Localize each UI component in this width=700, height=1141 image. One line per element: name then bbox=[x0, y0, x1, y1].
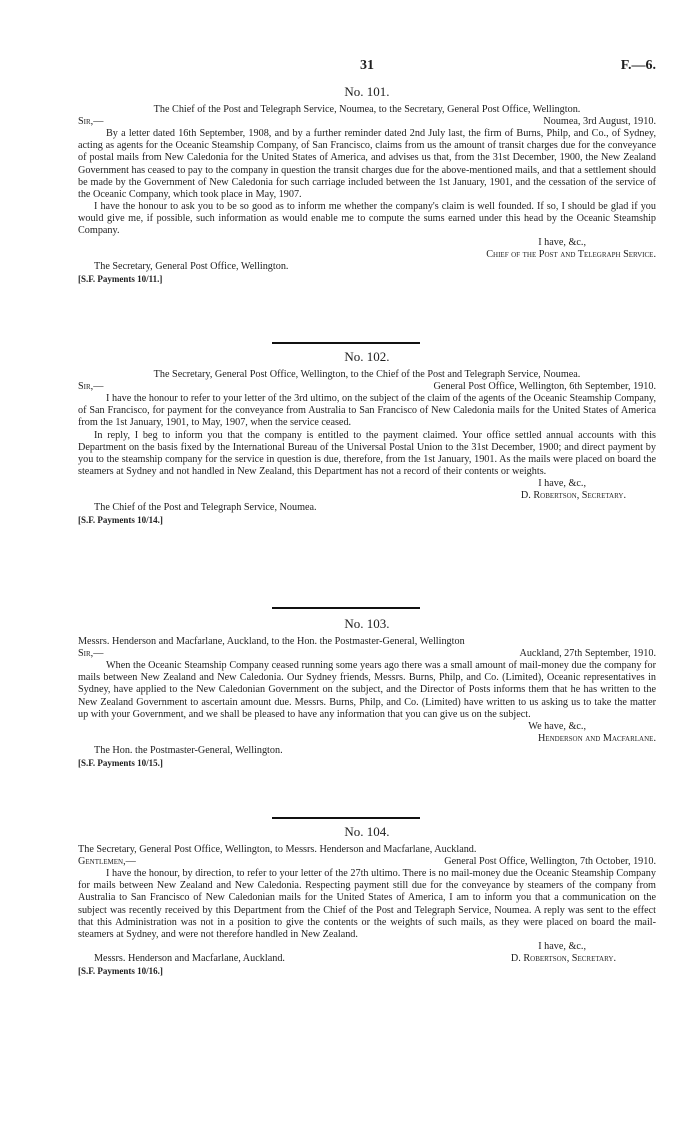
place-date: General Post Office, Wellington, 7th October, 1910. bbox=[444, 856, 656, 868]
paragraph: I have the honour, by direction, to refer to your letter of the 27th ultimo. There is no mail-money due the Oceanic Steamship Company for mails between New Zealand and New Caledonia. Respecting payment still due for the conveyance by steamers of the company from Australia to San Francisco of New Caledonian mails for the United States of America, I am to inform you that a communication on the subject was recently received by this Department from the Chief of the Post and Telegraph Service, Noumea. A reply was sent to the effect that this Administration was not in a position to give the contents or the weights of such mails, as they were placed on board the mail-steamers at Sydney, and were not therefore handled in New Zealand. bbox=[78, 868, 656, 940]
letter-104 bbox=[78, 826, 656, 977]
signature: D. Robertson, Secretary. bbox=[510, 952, 616, 964]
letter-number: No. 101. bbox=[344, 84, 390, 99]
section-divider bbox=[272, 817, 420, 819]
letter-heading: The Secretary, General Post Office, Wellington, to the Chief of the Post and Telegraph Service, Noumea. bbox=[153, 369, 581, 381]
letter-102 bbox=[78, 351, 656, 526]
paragraph: When the Oceanic Steamship Company ceased running some years ago there was a small amount of mail-money due the company for mails between New Zealand and New Caledonia. Our Sydney friends, Messrs. Burns, Philp, and Co. (Limited), Oceanic representatives in Sydney, have applied to the New Caledonian Government on the subject, and the Director of Posts informs them that he has written to the New Zealand Government to ascertain amount due. Messrs. Burns, Philp, and Co. (Limited) have written to us asking us to take the matter up with your Government, and we shall be pleased to have any information that you can give us on the subject. bbox=[78, 660, 656, 720]
letter-body bbox=[78, 393, 656, 478]
salutation: Sir,— bbox=[78, 381, 104, 393]
place-date: General Post Office, Wellington, 6th September, 1910. bbox=[433, 381, 656, 393]
page-header bbox=[78, 58, 656, 78]
closing: I have, &c., bbox=[538, 237, 586, 249]
letter-number: No. 102. bbox=[344, 349, 390, 364]
closing: We have, &c., bbox=[528, 720, 586, 732]
signature: D. Robertson, Secretary. bbox=[520, 490, 626, 502]
addressee: The Secretary, General Post Office, Wellington. bbox=[94, 261, 289, 273]
letter-heading: Messrs. Henderson and Macfarlane, Auckland, to the Hon. the Postmaster-General, Wellington bbox=[78, 636, 465, 648]
addressee: The Hon. the Postmaster-General, Wellington. bbox=[94, 744, 283, 756]
file-reference: [S.F. Payments 10/15.] bbox=[78, 758, 163, 769]
closing: I have, &c., bbox=[538, 477, 586, 489]
page-number: 31 bbox=[360, 58, 374, 73]
place-date: Noumea, 3rd August, 1910. bbox=[543, 116, 656, 128]
letter-number: No. 104. bbox=[344, 824, 390, 839]
paper-reference: F.—6. bbox=[620, 58, 656, 73]
paragraph: I have the honour to ask you to be so good as to inform me whether the company's claim is well founded. If so, I should be glad if you would give me, if possible, such information as would enable me to compute the sums earned under this head by the Oceanic Steamship Company. bbox=[78, 200, 656, 237]
letter-number: No. 103. bbox=[344, 616, 390, 631]
letter-101 bbox=[78, 86, 656, 286]
salutation: Gentlemen,— bbox=[78, 856, 136, 868]
salutation: Sir,— bbox=[78, 648, 104, 660]
letter-103 bbox=[78, 618, 656, 769]
letter-body bbox=[78, 868, 656, 941]
addressee: Messrs. Henderson and Macfarlane, Auckland. bbox=[94, 952, 285, 964]
letter-heading: The Chief of the Post and Telegraph Service, Noumea, to the Secretary, General Post Office, Wellington. bbox=[153, 104, 581, 116]
signature: Henderson and Macfarlane. bbox=[537, 732, 656, 744]
salutation-row bbox=[78, 381, 656, 393]
address-signature-row bbox=[78, 953, 656, 965]
signature: Chief of the Post and Telegraph Service. bbox=[486, 249, 656, 261]
section-divider bbox=[272, 607, 420, 609]
salutation: Sir,— bbox=[78, 116, 104, 128]
file-reference: [S.F. Payments 10/16.] bbox=[78, 966, 163, 977]
salutation-row bbox=[78, 856, 656, 868]
salutation-row bbox=[78, 648, 656, 660]
paragraph: I have the honour to refer to your letter of the 3rd ultimo, on the subject of the claim of the agents of the Oceanic Steamship Company, of San Francisco, for payment for the conveyance from Australia to San Francisco of New Caledonia mails for the United States of America from the 1st January, 1901, to May, 1907, when the service ceased. bbox=[78, 393, 656, 429]
closing: I have, &c., bbox=[538, 940, 586, 952]
paragraph: By a letter dated 16th September, 1908, and by a further reminder dated 2nd July last, the firm of Burns, Philp, and Co., of Sydney, acting as agents for the Oceanic Steamship Company, of San Francisco, claims from us the amount of transit charges due for the conveyance of postal mails from New Caledonia for the United States of America, and advises us that, from the 31st December, 1900, the New Zealand Government has ceased to pay to the company in question the transit charges due for the above-mentioned mails, and that a settlement should be made by the Government of New Caledonia for such carriage included between the 1st January, 1901, and the cessation of the service of the Oceanic Company, which took place in May, 1907. bbox=[78, 128, 656, 200]
addressee: The Chief of the Post and Telegraph Service, Noumea. bbox=[94, 502, 317, 514]
letter-body bbox=[78, 660, 656, 720]
paragraph: In reply, I beg to inform you that the company is entitled to the payment claimed. Your office settled annual accounts with this Department on the basis fixed by the International Bureau of the Universal Postal Union to the 31st December, 1900; and direct payment by you to the steamship company for the service in question is due, therefore, from the 1st January, 1901. As the mails were placed on board the steamers at Sydney and not handled in New Zealand, this Department has not a record of their contents or weights. bbox=[78, 429, 656, 477]
letter-body bbox=[78, 128, 656, 237]
salutation-row bbox=[78, 116, 656, 128]
file-reference: [S.F. Payments 10/11.] bbox=[78, 274, 163, 285]
file-reference: [S.F. Payments 10/14.] bbox=[78, 515, 163, 526]
section-divider bbox=[272, 342, 420, 344]
place-date: Auckland, 27th September, 1910. bbox=[519, 648, 656, 660]
letter-heading: The Secretary, General Post Office, Wellington, to Messrs. Henderson and Macfarlane, Auckland. bbox=[78, 844, 477, 856]
